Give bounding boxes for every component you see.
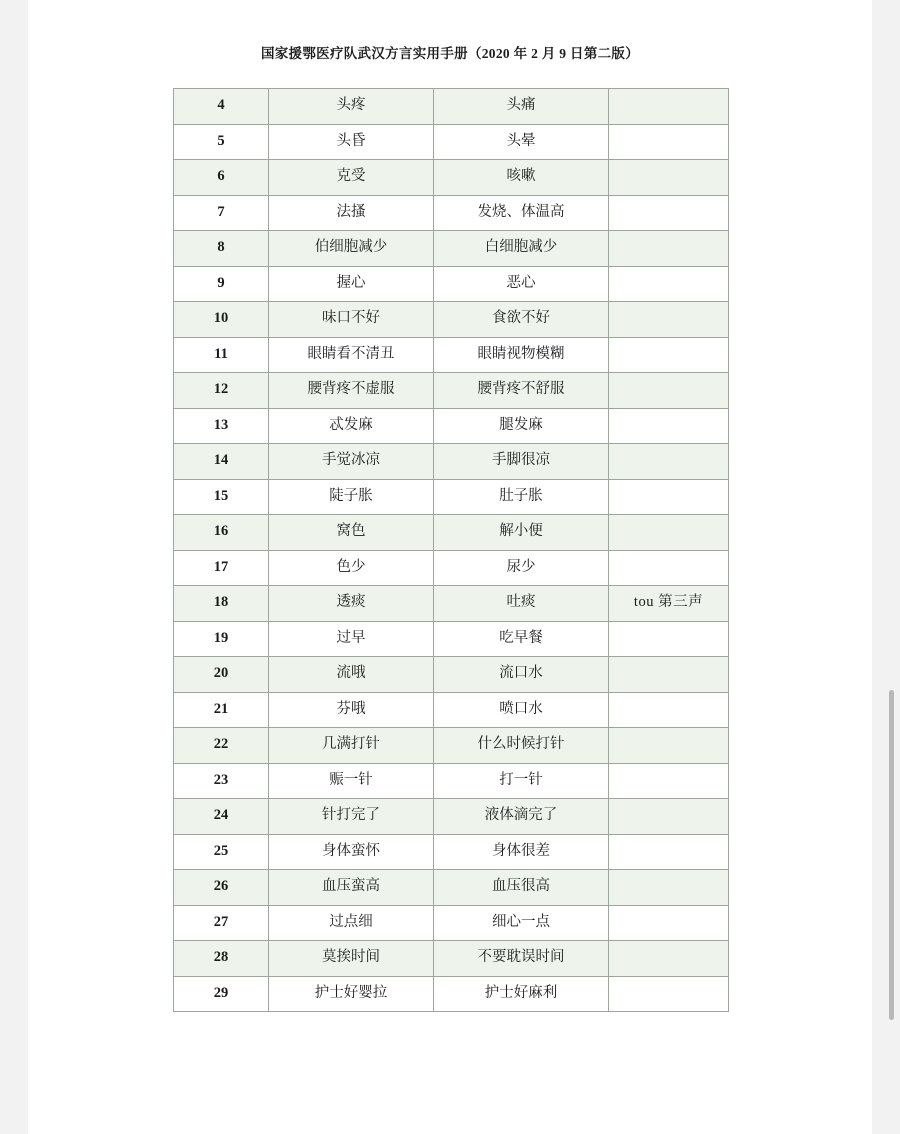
table-row: [174, 231, 729, 267]
row-number: 8: [174, 231, 269, 267]
table-row: [174, 692, 729, 728]
row-dialect: 伯细胞减少: [269, 231, 434, 267]
row-note: [609, 337, 729, 373]
table-row: [174, 834, 729, 870]
row-number: 6: [174, 160, 269, 196]
row-note: [609, 941, 729, 977]
row-number: 14: [174, 444, 269, 480]
row-dialect: 透痰: [269, 586, 434, 622]
table-row: [174, 870, 729, 906]
row-number: 4: [174, 89, 269, 125]
row-note: [609, 408, 729, 444]
table-row: [174, 266, 729, 302]
row-note: [609, 160, 729, 196]
row-standard: 液体滴完了: [434, 799, 609, 835]
row-dialect: 腰背疼不虚服: [269, 373, 434, 409]
row-standard: 腿发麻: [434, 408, 609, 444]
row-note: [609, 231, 729, 267]
table-row: [174, 799, 729, 835]
row-note: [609, 834, 729, 870]
row-dialect: 头昏: [269, 124, 434, 160]
row-number: 5: [174, 124, 269, 160]
row-number: 16: [174, 515, 269, 551]
row-number: 18: [174, 586, 269, 622]
row-standard: 解小便: [434, 515, 609, 551]
row-dialect: 眼睛看不清丑: [269, 337, 434, 373]
row-number: 24: [174, 799, 269, 835]
row-standard: 护士好麻利: [434, 976, 609, 1012]
row-note: [609, 89, 729, 125]
row-standard: 打一针: [434, 763, 609, 799]
table-row: [174, 550, 729, 586]
row-number: 11: [174, 337, 269, 373]
table-row: [174, 160, 729, 196]
row-number: 22: [174, 728, 269, 764]
row-number: 10: [174, 302, 269, 338]
row-note: tou 第三声: [609, 586, 729, 622]
page-left-margin: [0, 0, 28, 1134]
table-row: [174, 621, 729, 657]
row-dialect: 法搔: [269, 195, 434, 231]
row-note: [609, 302, 729, 338]
row-standard: 吃早餐: [434, 621, 609, 657]
row-dialect: 头疼: [269, 89, 434, 125]
row-note: [609, 763, 729, 799]
row-note: [609, 124, 729, 160]
row-standard: 不要耽误时间: [434, 941, 609, 977]
table-row: [174, 124, 729, 160]
row-standard: 恶心: [434, 266, 609, 302]
row-number: 21: [174, 692, 269, 728]
row-number: 17: [174, 550, 269, 586]
row-dialect: 赈一针: [269, 763, 434, 799]
table-row: [174, 302, 729, 338]
table-row: [174, 657, 729, 693]
row-dialect: 陡子胀: [269, 479, 434, 515]
row-dialect: 流哦: [269, 657, 434, 693]
row-dialect: 过点细: [269, 905, 434, 941]
row-standard: 食欲不好: [434, 302, 609, 338]
row-number: 27: [174, 905, 269, 941]
table-row: [174, 728, 729, 764]
table-row: [174, 337, 729, 373]
row-note: [609, 266, 729, 302]
row-standard: 手脚很凉: [434, 444, 609, 480]
table-row: [174, 373, 729, 409]
row-note: [609, 195, 729, 231]
row-number: 7: [174, 195, 269, 231]
table-row: [174, 941, 729, 977]
glossary-table-container: [173, 88, 728, 1012]
row-note: [609, 692, 729, 728]
table-row: [174, 515, 729, 551]
row-number: 28: [174, 941, 269, 977]
row-number: 12: [174, 373, 269, 409]
row-note: [609, 621, 729, 657]
table-row: [174, 408, 729, 444]
row-standard: 咳嗽: [434, 160, 609, 196]
row-standard: 眼睛视物模糊: [434, 337, 609, 373]
row-standard: 发烧、体温高: [434, 195, 609, 231]
table-row: [174, 905, 729, 941]
row-dialect: 莫挨时间: [269, 941, 434, 977]
row-number: 29: [174, 976, 269, 1012]
table-row: [174, 763, 729, 799]
glossary-table-body: [174, 89, 729, 1012]
table-row: [174, 444, 729, 480]
row-dialect: 克受: [269, 160, 434, 196]
row-note: [609, 905, 729, 941]
row-note: [609, 373, 729, 409]
row-note: [609, 657, 729, 693]
row-standard: 什么时候打针: [434, 728, 609, 764]
row-standard: 身体很差: [434, 834, 609, 870]
row-standard: 流口水: [434, 657, 609, 693]
row-number: 13: [174, 408, 269, 444]
row-note: [609, 550, 729, 586]
row-dialect: 握心: [269, 266, 434, 302]
row-number: 25: [174, 834, 269, 870]
row-dialect: 过早: [269, 621, 434, 657]
row-dialect: 色少: [269, 550, 434, 586]
document-page: [28, 0, 872, 1134]
row-number: 20: [174, 657, 269, 693]
row-number: 19: [174, 621, 269, 657]
vertical-scrollbar[interactable]: [889, 690, 894, 1020]
row-note: [609, 799, 729, 835]
row-standard: 白细胞减少: [434, 231, 609, 267]
row-dialect: 味口不好: [269, 302, 434, 338]
row-standard: 细心一点: [434, 905, 609, 941]
row-number: 9: [174, 266, 269, 302]
glossary-table: [173, 88, 729, 1012]
row-note: [609, 976, 729, 1012]
row-dialect: 针打完了: [269, 799, 434, 835]
row-dialect: 忒发麻: [269, 408, 434, 444]
row-standard: 血压很高: [434, 870, 609, 906]
row-standard: 肚子胀: [434, 479, 609, 515]
row-number: 26: [174, 870, 269, 906]
row-note: [609, 728, 729, 764]
row-dialect: 身体蛮怀: [269, 834, 434, 870]
row-standard: 头痛: [434, 89, 609, 125]
row-number: 23: [174, 763, 269, 799]
table-row: [174, 89, 729, 125]
row-dialect: 芬哦: [269, 692, 434, 728]
table-row: [174, 976, 729, 1012]
row-dialect: 护士好婴拉: [269, 976, 434, 1012]
row-dialect: 血压蛮高: [269, 870, 434, 906]
row-standard: 腰背疼不舒服: [434, 373, 609, 409]
page-title: 国家援鄂医疗队武汉方言实用手册（2020 年 2 月 9 日第二版）: [260, 46, 640, 61]
row-note: [609, 479, 729, 515]
page-right-margin: [872, 0, 900, 1134]
row-standard: 头晕: [434, 124, 609, 160]
row-dialect: 窝色: [269, 515, 434, 551]
row-dialect: 几满打针: [269, 728, 434, 764]
table-row: [174, 195, 729, 231]
row-dialect: 手觉冰凉: [269, 444, 434, 480]
row-standard: 喷口水: [434, 692, 609, 728]
table-row: [174, 586, 729, 622]
row-note: [609, 444, 729, 480]
row-standard: 尿少: [434, 550, 609, 586]
table-row: [174, 479, 729, 515]
row-standard: 吐痰: [434, 586, 609, 622]
row-note: [609, 870, 729, 906]
row-number: 15: [174, 479, 269, 515]
row-note: [609, 515, 729, 551]
